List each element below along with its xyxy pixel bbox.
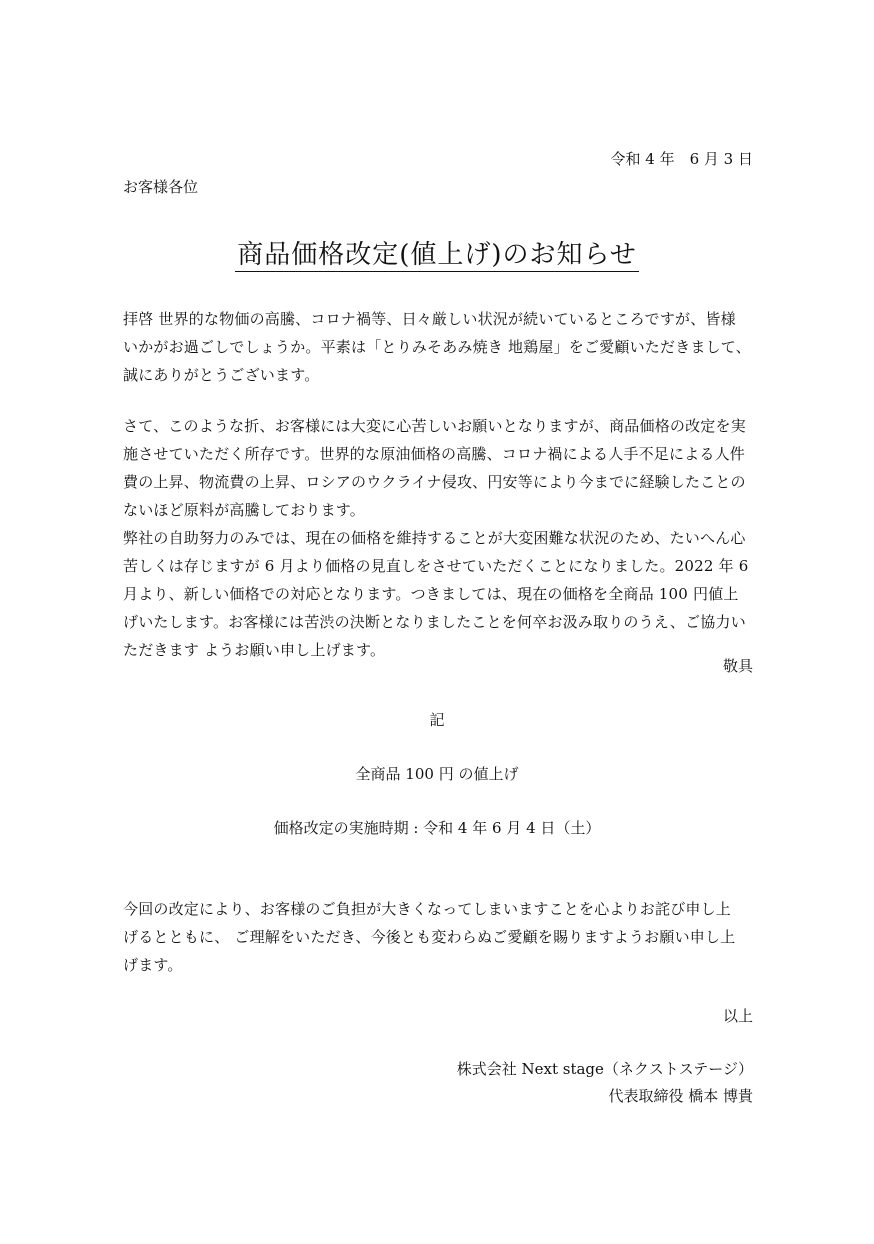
- greeting-paragraph: [123, 305, 757, 389]
- paragraph-line: 誠にありがとうございます。: [123, 366, 320, 384]
- paragraph-line: ただきます ようお願い申し上げます。: [123, 641, 386, 659]
- announcement-paragraph: [123, 412, 757, 664]
- document-title: 商品価格改定(値上げ)のお知らせ: [237, 240, 637, 270]
- paragraph-line: 今回の改定により、お客様のご負担が大きくなってしまいますことを心よりお詫び申し上: [123, 900, 732, 918]
- paragraph-line: 費の上昇、物流費の上昇、ロシアのウクライナ侵攻、円安等により今までに経験したことの: [123, 473, 746, 491]
- effective-date-item: 価格改定の実施時期 : 令和 4 年 6 月 4 日（土）: [273, 819, 601, 837]
- paragraph-line: げいたします。お客様には苦渋の決断となりましたことを何卒お汲み取りのうえ、ご協力い: [123, 613, 746, 631]
- paragraph-line: 苦しくは存じますが 6 月より価格の見直しをさせていただくことになりました。2022 年 6: [123, 557, 749, 575]
- paragraph-line: ないほど原料が高騰しております。: [123, 501, 366, 519]
- addressee: お客様各位: [123, 178, 199, 196]
- paragraph-line: げます。: [123, 956, 183, 974]
- paragraph-line: いかがお過ごしでしょうか。平素は「とりみそあみ焼き 地鶏屋」をご愛顧いただきまして、: [123, 338, 751, 356]
- closing-ijo: 以上: [722, 1007, 753, 1025]
- paragraph-line: げるとともに、 ご理解をいただき、今後とも変わらぬご愛顧を賜りますようお願い申し上: [123, 928, 736, 946]
- paragraph-line: 弊社の自助努力のみでは、現在の価格を維持することが大変困難な状況のため、たいへん心: [123, 529, 746, 547]
- paragraph-line: 拝啓 世界的な物価の高騰、コロナ禍等、日々厳しい状況が続いているところですが、皆様: [123, 310, 736, 328]
- price-increase-item: 全商品 100 円 の値上げ: [355, 765, 519, 783]
- issue-date: 令和 4 年 6 月 3 日: [610, 150, 753, 168]
- paragraph-line: 月より、新しい価格での対応となります。つきましては、現在の価格を全商品 100 円値上: [123, 585, 739, 603]
- company-name: 株式会社 Next stage（ネクストステージ）: [456, 1060, 753, 1078]
- apology-paragraph: [123, 895, 757, 979]
- paragraph-line: 施させていただく所存です。世界的な原油価格の高騰、コロナ禍による人手不足による人件: [123, 445, 746, 463]
- title-block: [0, 234, 874, 271]
- paragraph-line: さて、このような折、お客様には大変に心苦しいお願いとなりますが、商品価格の改定を実: [123, 417, 746, 435]
- ki-heading: 記: [429, 711, 445, 729]
- closing-keigu: 敬具: [722, 657, 753, 675]
- representative-name: 代表取締役 橋本 博貴: [608, 1087, 753, 1105]
